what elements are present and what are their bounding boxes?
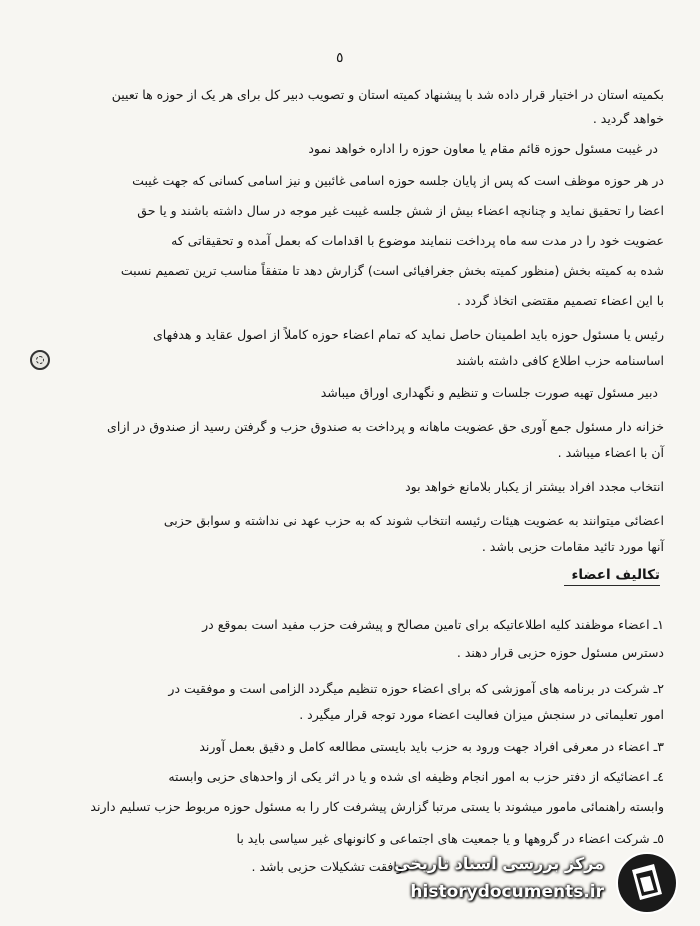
- text-line: اساسنامه حزب اطلاع کافی داشته باشند: [455, 353, 664, 368]
- watermark-org-name: مرکز بررسی اسناد تاریخی: [394, 854, 604, 873]
- text-line: در هر حوزه موظف است که پس از پایان جلسه حوزه اسامی غائبین و نیز اسامی کسانی که جهت غیبت: [132, 173, 664, 188]
- text-line: آن با اعضاء میباشد .: [557, 445, 664, 460]
- watermark-site: historydocuments.ir: [410, 882, 604, 902]
- text-line: آنها مورد تائید مقامات حزبی باشد .: [481, 539, 664, 554]
- text-line: ۳ـ اعضاء در معرفی افراد جهت ورود به حزب باید بایستی مطالعه کامل و دقیق بعمل آورند: [199, 739, 664, 754]
- punch-hole-mark: [30, 350, 50, 370]
- page-number: ٥: [336, 50, 344, 66]
- heading-underline: [564, 585, 660, 586]
- text-line: خزانه دار مسئول جمع آوری حق عضویت ماهانه و پرداخت به صندوق حزب و گرفتن رسید از صندوق در ازای: [107, 419, 664, 434]
- text-line: عضویت خود را در مدت سه ماه پرداخت ننمایند موضوع با اقدامات که بعمل آمده و تحقیقاتی که: [171, 233, 664, 248]
- text-line: ٤ـ اعضائیکه از دفتر حزب به امور انجام وظیفه ای شده و یا در اثر یکی از واحدهای حزبی وابسته: [168, 769, 664, 784]
- text-line: امور تعلیماتی در سنجش میزان فعالیت اعضاء مورد توجه قرار میگیرد .: [299, 707, 664, 722]
- text-line: بکمیته استان در اختیار قرار داده شد با پیشنهاد کمیته استان و تصویب دبیر کل برای هر یک از حوزه ها تعیین: [111, 87, 664, 102]
- text-line: خواهد گردید .: [592, 111, 664, 126]
- text-line: وابسته راهنمائی مامور میشوند با یستی مرتبا گزارش پیشرفت کار را به مسئول حوزه مربوط حزب تسلیم دارند: [90, 799, 664, 814]
- text-line: ۲ـ شرکت در برنامه های آموزشی که برای اعضاء حوزه تنظیم میگردد الزامی است و موفقیت در: [168, 681, 664, 696]
- section-heading: تکالیف اعضاء: [571, 567, 660, 583]
- text-line: ٥ـ شرکت اعضاء در گروهها و یا جمعیت های اجتماعی و کانونهای غیر سیاسی باید با: [236, 831, 664, 846]
- text-line: اعضائی میتوانند به عضویت هیئات رئیسه انتخاب شوند که به حزب عهد نی نداشته و سوابق حزبی: [163, 513, 664, 528]
- text-line: موافقت تشکیلات حزبی باشد .: [251, 859, 410, 874]
- archive-logo-icon: [614, 850, 680, 916]
- text-line: انتخاب مجدد افراد بیشتر از یکبار بلامانع خواهد بود: [405, 479, 664, 494]
- text-line: در غیبت مسئول حوزه قائم مقام یا معاون حوزه را اداره خواهد نمود: [308, 141, 658, 156]
- text-line: اعضا را تحقیق نماید و چنانچه اعضاء بیش از شش جلسه غیبت غیر موجه در سال داشته باشند و یا حق: [137, 203, 664, 218]
- text-line: رئیس یا مسئول حوزه باید اطمینان حاصل نماید که تمام اعضاء حوزه کاملاً از اصول عقاید و هدفهای: [153, 327, 664, 342]
- text-line: دبیر مسئول تهیه صورت جلسات و تنظیم و نگهداری اوراق میباشد: [320, 385, 658, 400]
- text-line: دسترس مسئول حوزه حزبی قرار دهند .: [456, 645, 664, 660]
- text-line: با این اعضاء تصمیم مقتضی اتخاذ گردد .: [456, 293, 664, 308]
- text-line: ۱ـ اعضاء موظفند کلیه اطلاعاتیکه برای تامین مصالح و پیشرفت حزب مفید است بموقع در: [202, 617, 664, 632]
- text-line: شده به کمیته بخش (منظور کمیته بخش جغرافیائی است) گزارش دهد تا متفقاً مناسب ترین تصمیم نسبت: [120, 263, 664, 278]
- watermark: [394, 848, 684, 918]
